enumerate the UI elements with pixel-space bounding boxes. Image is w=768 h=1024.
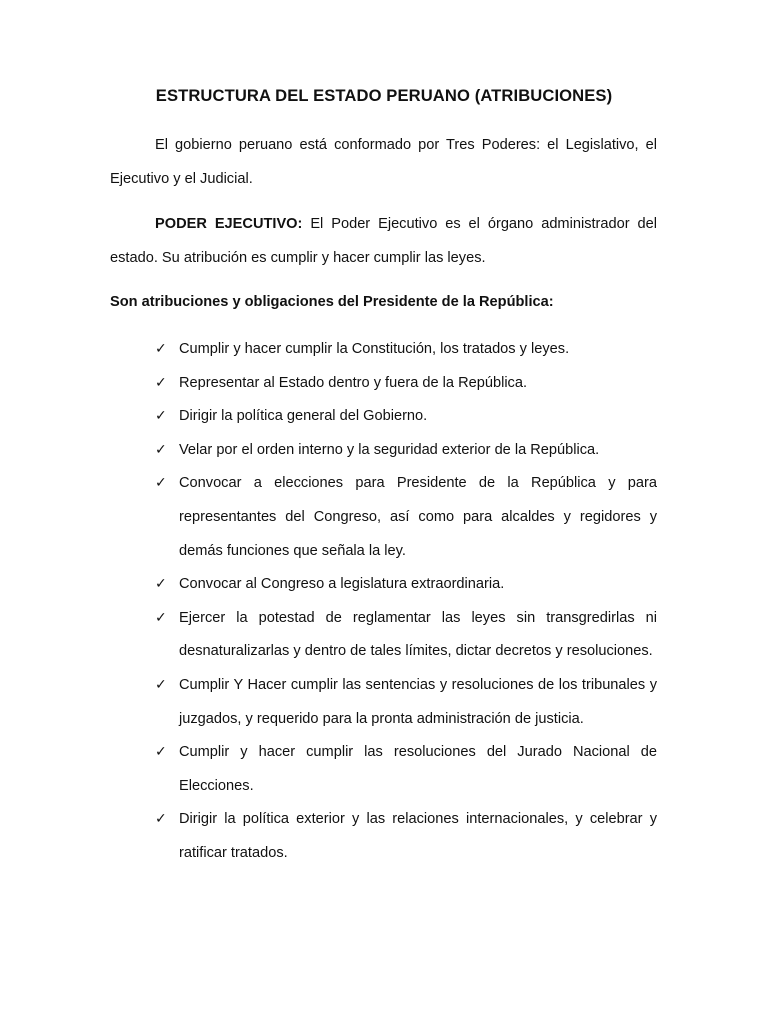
list-item-text: Cumplir y hacer cumplir la Constitución, los tratados y leyes.: [179, 341, 570, 357]
list-item-text: Ejercer la potestad de reglamentar las leyes sin transgredirlas ni desnaturalizarlas y dentro de tales límites, dictar decretos y resoluciones.: [179, 609, 657, 660]
check-icon: ✓: [155, 744, 167, 761]
check-icon: ✓: [155, 408, 167, 425]
list-item-text: Convocar al Congreso a legislatura extraordinaria.: [179, 576, 505, 593]
executive-text: El Poder Ejecutivo es el órgano administrador del estado. Su atribución es cumplir y hacer cumplir las leyes.: [110, 216, 658, 266]
list-item: [155, 568, 657, 602]
executive-paragraph: [110, 207, 657, 275]
intro-text: El gobierno peruano está conformado por Tres Poderes: el Legislativo, el Ejecutivo y el Judicial.: [110, 137, 657, 187]
list-item: [155, 367, 657, 401]
list-item-text: Velar por el orden interno y la seguridad exterior de la República.: [179, 441, 600, 458]
check-icon: ✓: [155, 475, 167, 492]
check-icon: ✓: [155, 576, 167, 593]
check-icon: ✓: [155, 341, 167, 357]
list-item: [155, 400, 657, 434]
check-icon: ✓: [155, 441, 167, 458]
list-item: [155, 669, 657, 736]
intro-paragraph: [110, 128, 657, 196]
list-item: [155, 333, 657, 367]
list-item-text: Cumplir Y Hacer cumplir las sentencias y resoluciones de los tribunales y juzgados, y requerido para la pronta administración de justicia.: [179, 676, 657, 727]
document-title: ESTRUCTURA DEL ESTADO PERUANO (ATRIBUCIONES): [155, 86, 613, 105]
list-item: [155, 736, 657, 803]
check-icon: ✓: [155, 811, 167, 828]
list-item-text: Dirigir la política general del Gobierno.: [179, 408, 428, 425]
list-heading: Son atribuciones y obligaciones del Presidente de la República:: [110, 294, 554, 310]
check-icon: ✓: [155, 374, 167, 391]
list-item-text: Representar al Estado dentro y fuera de la República.: [179, 374, 528, 391]
list-item-text: Cumplir y hacer cumplir las resoluciones del Jurado Nacional de Elecciones.: [179, 744, 657, 794]
list-item-text: Dirigir la política exterior y las relaciones internacionales, y celebrar y ratificar tratados.: [179, 811, 657, 861]
check-icon: ✓: [155, 609, 167, 626]
list-item: [155, 434, 657, 468]
executive-label: PODER EJECUTIVO:: [155, 216, 303, 232]
list-item-text: Convocar a elecciones para Presidente de la República y para representantes del Congreso, así como para alcaldes y regidores y demás funciones que señala la ley.: [179, 475, 657, 559]
list-item: [155, 803, 657, 870]
attributions-list: [155, 333, 657, 871]
list-item: [155, 467, 657, 568]
list-item: [155, 602, 657, 669]
check-icon: ✓: [155, 676, 167, 693]
